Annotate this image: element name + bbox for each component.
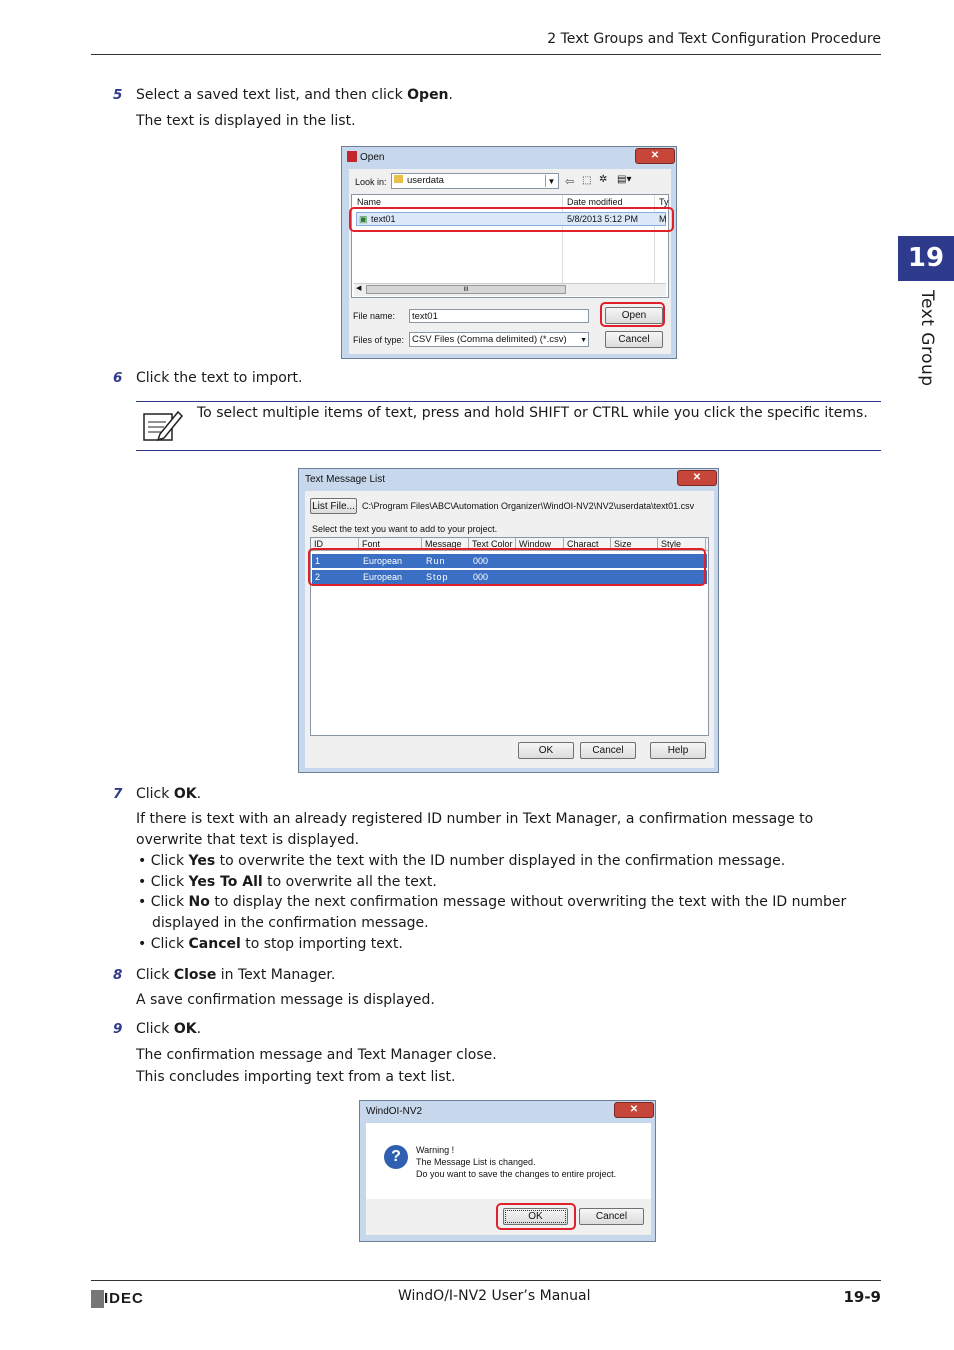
column-id[interactable]: ID	[311, 538, 359, 550]
bullet-text: to display the next confirmation message without overwriting the text with the ID number displayed in the confirmation message.	[152, 894, 847, 931]
row-font: European	[363, 556, 403, 566]
look-in-select[interactable]	[391, 173, 559, 189]
step-number: 6	[113, 370, 123, 386]
ok-button[interactable]: OK	[518, 742, 574, 759]
question-icon: ?	[384, 1145, 408, 1169]
up-folder-icon[interactable]: ⬚	[582, 175, 592, 186]
step-8-desc: A save confirmation message is displayed.	[136, 992, 435, 1008]
bullet-text: Click	[150, 894, 189, 910]
close-button[interactable]: ✕	[614, 1102, 654, 1118]
warning-line-3: Do you want to save the changes to entire project.	[416, 1169, 617, 1179]
note-rule-top	[136, 401, 881, 402]
row-color: 000	[473, 572, 489, 582]
bullet-item: • Click Yes to overwrite the text with the ID number displayed in the confirmation message.	[138, 853, 786, 869]
warning-line-2: The Message List is changed.	[416, 1157, 536, 1167]
highlight-ok-button	[496, 1203, 576, 1230]
ok-button[interactable]: OK	[503, 1208, 568, 1225]
step-9-desc-1: The confirmation message and Text Manager close.	[136, 1047, 497, 1063]
chapter-tab: 19	[898, 236, 954, 281]
column-type[interactable]: Ty	[659, 197, 669, 207]
dialog-title: Open	[360, 152, 385, 163]
column-style[interactable]: Style	[658, 538, 706, 550]
bullet-item: • Click Yes To All to overwrite all the text.	[138, 874, 437, 890]
step-5-text	[136, 85, 453, 106]
note-rule-bottom	[136, 450, 881, 451]
bullet-text: Click	[150, 874, 189, 890]
scrollbar-thumb[interactable]: III	[366, 285, 566, 294]
step-bold: OK	[173, 1021, 197, 1037]
view-menu-icon[interactable]: ▤▾	[617, 174, 632, 185]
file-name-label: File name:	[353, 311, 396, 321]
look-in-value: userdata	[407, 175, 444, 186]
help-button[interactable]: Help	[650, 742, 706, 759]
footer-rule	[91, 1280, 881, 1281]
column-window[interactable]: Window	[516, 538, 564, 550]
file-path: C:\Program Files\ABC\Automation Organizer\WindOI-NV2\NV2\userdata\text01.csv	[362, 501, 695, 511]
step-number: 5	[113, 87, 123, 103]
step-text: Click	[136, 967, 174, 983]
cancel-button[interactable]: Cancel	[580, 742, 636, 759]
bullet-text: to stop importing text.	[240, 936, 403, 952]
files-of-type-select[interactable]	[409, 332, 589, 347]
list-file-button[interactable]: List File...	[310, 498, 357, 514]
dialog-title: WindOI-NV2	[366, 1106, 423, 1117]
logo-mark	[91, 1290, 104, 1308]
cancel-button[interactable]: Cancel	[579, 1208, 644, 1225]
scroll-left-icon[interactable]: ◀	[356, 285, 362, 292]
file-name: text01	[371, 214, 396, 224]
row-color: 000	[473, 556, 489, 566]
file-type: M	[659, 214, 667, 224]
files-of-type-label: Files of type:	[353, 335, 405, 345]
file-name-input[interactable]: text01	[409, 309, 589, 323]
open-button[interactable]: Open	[605, 307, 663, 324]
step-7-desc: If there is text with an already registered ID number in Text Manager, a confirmation message to overwrite that text is displayed.	[136, 811, 814, 848]
row-message: Run	[426, 556, 446, 566]
highlight-rows	[308, 548, 706, 586]
step-number: 9	[113, 1021, 123, 1037]
step-5-desc: The text is displayed in the list.	[136, 113, 356, 129]
step-text: in Text Manager.	[216, 967, 336, 983]
step-text: .	[448, 87, 453, 103]
step-8-text	[136, 965, 335, 986]
close-button[interactable]: ✕	[677, 470, 717, 486]
row-message: Stop	[426, 572, 449, 582]
step-bold: Open	[407, 87, 449, 103]
file-icon: ▣	[359, 214, 368, 224]
step-9-text	[136, 1019, 201, 1040]
warning-line-1: Warning !	[416, 1145, 455, 1155]
bullet-text: to overwrite the text with the ID number displayed in the confirmation message.	[215, 853, 786, 869]
bullet-text: Click	[150, 936, 189, 952]
instruction-text: Select the text you want to add to your project.	[312, 524, 498, 534]
step-bold: Close	[173, 967, 217, 983]
row-id: 2	[315, 572, 321, 582]
bullet-item: • Click Cancel to stop importing text.	[138, 936, 403, 952]
bullet-item: • Click No to display the next confirmation message without overwriting the text with the ID number displayed in the confirmation message.	[138, 894, 847, 931]
idec-logo: IDEC	[104, 1290, 144, 1307]
new-folder-icon[interactable]: ✲	[599, 174, 608, 185]
horizontal-scrollbar[interactable]	[354, 283, 666, 296]
open-dialog	[341, 146, 677, 359]
note-text: To select multiple items of text, press and hold SHIFT or CTRL while you click the specific items.	[197, 405, 868, 421]
highlight-open-button	[600, 302, 665, 327]
highlight-file-row	[349, 207, 674, 232]
step-number: 7	[113, 786, 123, 802]
running-header: 2 Text Groups and Text Configuration Procedure	[547, 31, 881, 47]
row-font: European	[363, 572, 403, 582]
step-text: .	[196, 786, 202, 802]
chapter-side-title: Text Group	[917, 290, 937, 387]
file-date: 5/8/2013 5:12 PM	[567, 214, 639, 224]
header-rule	[91, 54, 881, 55]
chevron-down-icon[interactable]: ▼	[545, 175, 557, 187]
step-bold: OK	[173, 786, 197, 802]
column-charact[interactable]: Charact	[564, 538, 611, 550]
bullet-text: Click	[150, 853, 189, 869]
step-text: Select a saved text list, and then click	[136, 87, 408, 103]
column-message[interactable]: Message	[422, 538, 469, 550]
close-button[interactable]: ✕	[635, 148, 675, 164]
bullet-text: to overwrite all the text.	[262, 874, 437, 890]
column-size[interactable]: Size	[611, 538, 658, 550]
text-message-list-dialog	[298, 468, 719, 773]
step-number: 8	[113, 967, 123, 983]
look-in-label: Look in:	[355, 177, 387, 187]
bullet-bold: Cancel	[188, 936, 241, 952]
step-text: Click	[136, 786, 174, 802]
step-6-text: Click the text to import.	[136, 370, 303, 386]
dialog-title: Text Message List	[305, 474, 386, 485]
bullet-bold: Yes To All	[188, 874, 263, 890]
bullet-bold: Yes	[188, 853, 216, 869]
folder-icon	[394, 175, 403, 183]
step-9-desc-2: This concludes importing text from a text list.	[136, 1069, 456, 1085]
step-text: .	[196, 1021, 202, 1037]
column-name[interactable]: Name	[357, 197, 382, 207]
column-font[interactable]: Font	[359, 538, 422, 550]
files-of-type-value: CSV Files (Comma delimited) (*.csv)	[412, 334, 567, 345]
app-icon	[347, 151, 357, 162]
dialog-body	[305, 491, 714, 768]
manual-title: WindO/I-NV2 User’s Manual	[398, 1288, 591, 1304]
step-text: Click	[136, 1021, 174, 1037]
column-date[interactable]: Date modified	[567, 197, 623, 207]
column-text-color[interactable]: Text Color	[469, 538, 516, 550]
note-icon	[142, 408, 184, 442]
cancel-button[interactable]: Cancel	[605, 331, 663, 348]
row-id: 1	[315, 556, 321, 566]
step-7-text	[136, 784, 201, 805]
chevron-down-icon[interactable]: ▼	[580, 337, 587, 344]
bullet-bold: No	[188, 894, 210, 910]
back-icon[interactable]: ⇦	[565, 176, 575, 188]
page-number: 19-9	[843, 1288, 881, 1306]
